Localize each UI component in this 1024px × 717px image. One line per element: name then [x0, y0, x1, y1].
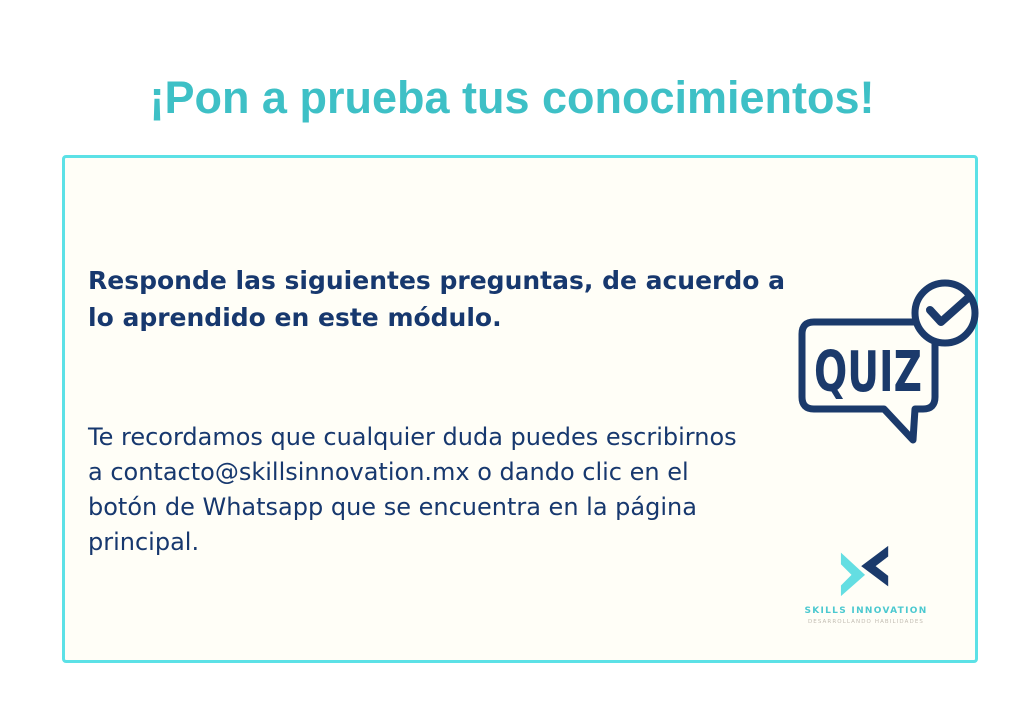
logo-teal-chevron: [841, 553, 865, 596]
support-line-4: principal.: [88, 528, 200, 556]
intro-text: [88, 262, 808, 336]
check-circle-icon: [915, 283, 975, 343]
logo-navy-chevron: [861, 546, 888, 587]
quiz-label: QUIZ: [814, 340, 922, 405]
support-text: [88, 420, 808, 560]
support-line-1: Te recordamos que cualquier duda puedes escribirnos: [88, 423, 737, 451]
support-line-3: botón de Whatsapp que se encuentra en la página: [88, 493, 697, 521]
quiz-card: [62, 155, 978, 663]
brand-logo: [756, 544, 976, 625]
logo-mark-icon: [837, 544, 895, 598]
quiz-speech-bubble-icon: [796, 279, 981, 449]
intro-line-1: Responde las siguientes preguntas, de acuerdo a: [88, 266, 786, 295]
brand-tagline: DESARROLLANDO HABILIDADES: [807, 619, 925, 625]
intro-line-2: lo aprendido en este módulo.: [88, 303, 502, 332]
support-line-2: a contacto@skillsinnovation.mx o dando clic en el: [88, 458, 689, 486]
brand-name: SKILLS INNOVATION: [804, 606, 928, 616]
page-title: ¡Pon a prueba tus conocimientos!: [149, 72, 875, 123]
